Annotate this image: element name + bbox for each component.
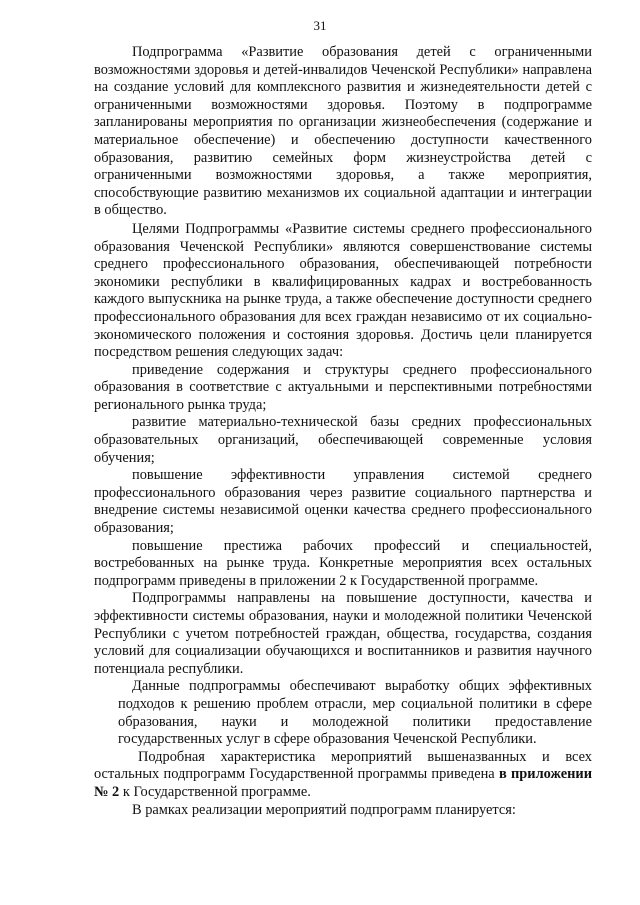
paragraph-appendix-reference: [94, 749, 592, 802]
paragraph-vocational-education-goals: Целями Подпрограммы «Развитие системы среднего профессионального образования Чеченской Республики» являются совершенствование системы среднего профессионального образования, обеспечивающей потребности экономики республики в квалифицированных кадрах и востребованность каждого выпускника на рынке труда, а также обеспечение доступности среднего профессионального образования для всех граждан независимо от их социально-экономического положения и состояния здоровья. Достичь цели планируется посредством решения следующих задач:: [94, 220, 592, 361]
page-number: 31: [313, 18, 327, 33]
paragraph-planned-measures: В рамках реализации мероприятий подпрограмм планируется:: [132, 801, 516, 818]
appendix-text-after: к Государственной программе.: [119, 783, 311, 800]
task-item-material-base: развитие материально-технической базы средних профессиональных образовательных организаций, обеспечивающей современные условия обучения;: [94, 414, 592, 466]
document-body: [94, 44, 592, 819]
task-item-management-efficiency: повышение эффективности управления системой среднего профессионального образования через развитие социального партнерства и внедрение системы независимой оценки качества среднего профессионального образования;: [94, 467, 592, 537]
paragraph-subprogram-children-disabilities: Подпрограмма «Развитие образования детей с ограниченными возможностями здоровья и детей-инвалидов Чеченской Республики» направлена на создание условий для комплексного развития и жизнедеятельности детей с ограниченными возможностями здоровья. Поэтому в подпрограмме запланированы мероприятия по организации жизнеобеспечения (содержание и материальное обеспечение) и обеспечению доступности качественного образования, развитию семейных форм жизнеустройства детей с ограниченными возможностями здоровья, а также мероприятия, способствующие развитию механизмов их социальной адаптации и интеграции в общество.: [94, 44, 592, 219]
task-item-content-structure: приведение содержания и структуры среднего профессионального образования в соответствие с актуальными и перспективными потребностями регионального рынка труда;: [94, 361, 592, 413]
paragraph-subprograms-aims: Подпрограммы направлены на повышение доступности, качества и эффективности системы образования, науки и молодежной политики Чеченской Республики с учетом потребностей граждан, общества, государства, создания условий для социализации обучающихся и воспитанников и развития научного потенциала республики.: [94, 590, 592, 677]
task-item-prestige: повышение престижа рабочих профессий и специальностей, востребованных на рынке труда. Конкретные мероприятия всех остальных подпрограмм приведены в приложении 2 к Государственной программе.: [94, 537, 592, 589]
paragraph-subprograms-approaches: Данные подпрограммы обеспечивают выработку общих эффективных подходов к решению проблем отрасли, мер социальной политики в сфере образования, науки и молодежной политики предоставление государственных услуг в сфере образования Чеченской Республики.: [118, 678, 592, 748]
appendix-reference-bold: в приложении № 2: [94, 766, 592, 800]
appendix-text-before: Подробная характеристика мероприятий вышеназванных и всех остальных подпрограмм Государственной программы приведена: [94, 748, 592, 783]
